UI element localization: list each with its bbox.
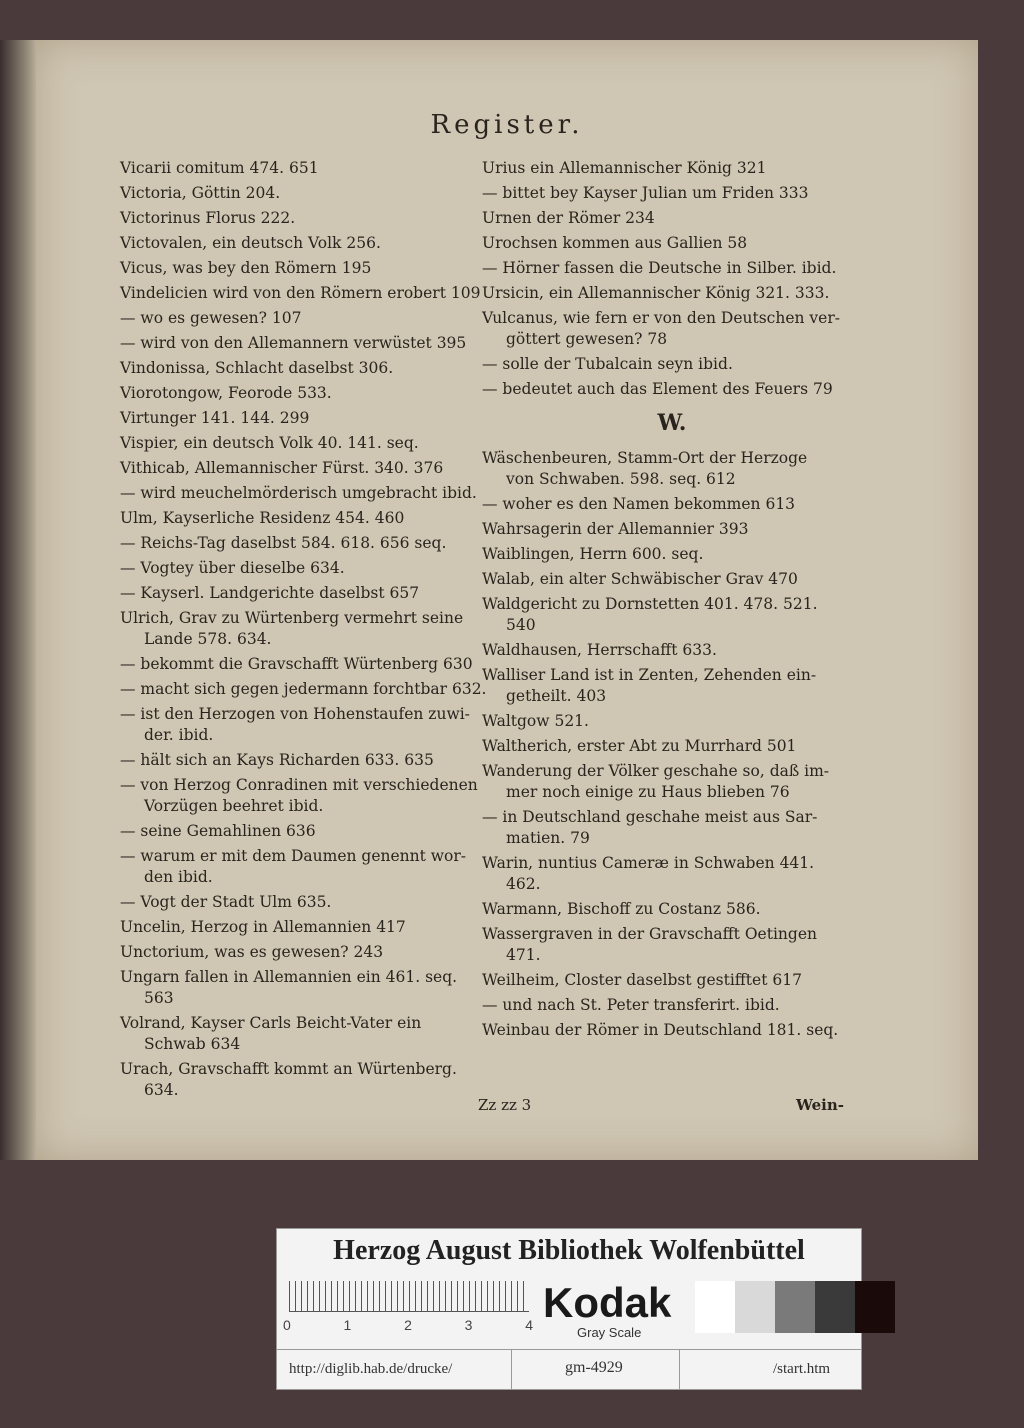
index-entry: 540 [506, 616, 536, 634]
catchword: Wein- [796, 1096, 844, 1114]
index-entry: Waldhausen, Herrschafft 633. [482, 641, 717, 659]
target-footer [277, 1349, 861, 1390]
index-entry: Vicus, was bey den Römern 195 [120, 259, 372, 277]
library-name: Herzog August Bibliothek Wolfenbüttel [333, 1235, 805, 1266]
index-entry: matien. 79 [506, 829, 590, 847]
index-entry: Warmann, Bischoff zu Costanz 586. [482, 900, 761, 918]
index-entry: Waltgow 521. [482, 712, 589, 730]
index-entry: Walab, ein alter Schwäbischer Grav 470 [482, 570, 798, 588]
section-letter: W. [657, 410, 687, 436]
index-entry: göttert gewesen? 78 [506, 330, 668, 348]
index-entry: Vorzügen beehret ibid. [144, 797, 324, 815]
index-entry: — bedeutet auch das Element des Feuers 79 [482, 380, 833, 398]
gray-swatch [855, 1281, 895, 1333]
index-entry: Urius ein Allemannischer König 321 [482, 159, 767, 177]
index-entry: — Hörner fassen die Deutsche in Silber. ibid. [482, 259, 837, 277]
index-entry: Volrand, Kayser Carls Beicht-Vater ein [120, 1014, 422, 1032]
ruler [289, 1281, 529, 1312]
index-entry: Weinbau der Römer in Deutschland 181. seq. [482, 1021, 839, 1039]
kodak-logo: Kodak [543, 1279, 672, 1326]
ruler-number: 4 [525, 1317, 533, 1333]
right-column-bottom [482, 448, 862, 1041]
index-entry: — solle der Tubalcain seyn ibid. [482, 355, 733, 373]
index-entry: Lande 578. 634. [144, 630, 272, 648]
index-entry: von Schwaben. 598. seq. 612 [506, 470, 736, 488]
index-entry: — seine Gemahlinen 636 [120, 822, 316, 840]
right-column [482, 158, 862, 1045]
ruler-number: 1 [343, 1317, 352, 1333]
index-entry: Victorinus Florus 222. [120, 209, 296, 227]
right-column-top [482, 158, 862, 400]
url-text: http://diglib.hab.de/drucke/ [289, 1361, 453, 1377]
index-entry: — wird meuchelmörderisch umgebracht ibid. [120, 484, 477, 502]
index-entry: Ulrich, Grav zu Würtenberg vermehrt seine [120, 609, 464, 627]
index-entry: 563 [144, 989, 174, 1007]
index-entry: Vindonissa, Schlacht daselbst 306. [120, 359, 394, 377]
grayscale-label: Gray Scale [577, 1325, 642, 1340]
index-entry: Ulm, Kayserliche Residenz 454. 460 [120, 509, 405, 527]
index-entry: — woher es den Namen bekommen 613 [482, 495, 796, 513]
index-entry: — wird von den Allemannern verwüstet 395 [120, 334, 467, 352]
ruler-number: 2 [404, 1317, 412, 1333]
index-entry: Vulcanus, wie fern er von den Deutschen ver- [482, 309, 840, 327]
index-entry: — bittet bey Kayser Julian um Friden 333 [482, 184, 809, 202]
index-entry: — Reichs-Tag daselbst 584. 618. 656 seq. [120, 534, 447, 552]
index-entry: Unctorium, was es gewesen? 243 [120, 943, 384, 961]
ruler-number: 3 [464, 1317, 473, 1333]
index-entry: Vithicab, Allemannischer Fürst. 340. 376 [120, 459, 444, 477]
index-entry: Uncelin, Herzog in Allemannien 417 [120, 918, 406, 936]
start-link-text: /start.htm [773, 1361, 831, 1377]
index-entry: Wassergraven in der Gravschafft Oetingen [482, 925, 817, 943]
ruler-number: 0 [283, 1317, 291, 1333]
index-entry: Virtunger 141. 144. 299 [120, 409, 310, 427]
index-entry: — hält sich an Kays Richarden 633. 635 [120, 751, 434, 769]
index-entry: Victoria, Göttin 204. [120, 184, 281, 202]
index-entry: Ursicin, ein Allemannischer König 321. 333. [482, 284, 830, 302]
index-entry: Vindelicien wird von den Römern erobert 109 [120, 284, 481, 302]
index-entry: Victovalen, ein deutsch Volk 256. [120, 234, 381, 252]
gray-swatches [695, 1281, 895, 1333]
separator [511, 1350, 512, 1390]
index-entry: Urach, Gravschafft kommt an Würtenberg. [120, 1060, 457, 1078]
index-entry: — ist den Herzogen von Hohenstaufen zuwi- [120, 705, 470, 723]
index-entry: Ungarn fallen in Allemannien ein 461. seq. [120, 968, 458, 986]
index-entry: Schwab 634 [144, 1035, 241, 1053]
index-entry: — Vogt der Stadt Ulm 635. [120, 893, 332, 911]
index-entry: — macht sich gegen jedermann forchtbar 632. [120, 680, 487, 698]
shelfmark-code: gm-4929 [565, 1359, 623, 1376]
index-entry: Urochsen kommen aus Gallien 58 [482, 234, 748, 252]
index-entry: getheilt. 403 [506, 687, 607, 705]
index-entry: — von Herzog Conradinen mit verschiedenen [120, 776, 478, 794]
index-entry: Urnen der Römer 234 [482, 209, 655, 227]
index-entry: Waldgericht zu Dornstetten 401. 478. 521. [482, 595, 818, 613]
index-entry: — wo es gewesen? 107 [120, 309, 302, 327]
index-entry: — in Deutschland geschahe meist aus Sar- [482, 808, 818, 826]
page-edge [0, 40, 36, 1160]
gray-swatch [735, 1281, 775, 1333]
index-entry: 471. [506, 946, 541, 964]
gray-swatch [815, 1281, 855, 1333]
index-entry: — warum er mit dem Daumen genennt wor- [120, 847, 467, 865]
index-entry: Walliser Land ist in Zenten, Zehenden ein- [482, 666, 817, 684]
index-entry: Wäschenbeuren, Stamm-Ort der Herzoge [482, 449, 808, 467]
color-target [276, 1228, 862, 1390]
index-entry: den ibid. [144, 868, 213, 886]
gray-swatch [695, 1281, 735, 1333]
index-entry: — bekommt die Gravschafft Würtenberg 630 [120, 655, 473, 673]
index-entry: Waltherich, erster Abt zu Murrhard 501 [482, 737, 797, 755]
page-title: Register. [430, 110, 584, 140]
index-entry: Viorotongow, Feorode 533. [120, 384, 332, 402]
book-page [36, 40, 978, 1160]
index-entry: Waiblingen, Herrn 600. seq. [482, 545, 704, 563]
index-entry: — Vogtey über dieselbe 634. [120, 559, 345, 577]
ruler-numbers [283, 1317, 533, 1333]
left-column [120, 158, 510, 1105]
separator [679, 1350, 680, 1390]
index-entry: — Kayserl. Landgerichte daselbst 657 [120, 584, 420, 602]
signature-mark: Zz zz 3 [478, 1096, 532, 1114]
index-entry: Wahrsagerin der Allemannier 393 [482, 520, 749, 538]
index-entry: Warin, nuntius Cameræ in Schwaben 441. [482, 854, 815, 872]
index-entry: Wanderung der Völker geschahe so, daß im- [482, 762, 830, 780]
index-entry: 462. [506, 875, 541, 893]
index-entry: 634. [144, 1081, 179, 1099]
index-entry: Weilheim, Closter daselbst gestifftet 617 [482, 971, 802, 989]
index-entry: Vispier, ein deutsch Volk 40. 141. seq. [120, 434, 419, 452]
index-entry: Vicarii comitum 474. 651 [120, 159, 319, 177]
index-entry: mer noch einige zu Haus blieben 76 [506, 783, 790, 801]
gray-swatch [775, 1281, 815, 1333]
index-entry: — und nach St. Peter transferirt. ibid. [482, 996, 780, 1014]
index-entry: der. ibid. [144, 726, 214, 744]
